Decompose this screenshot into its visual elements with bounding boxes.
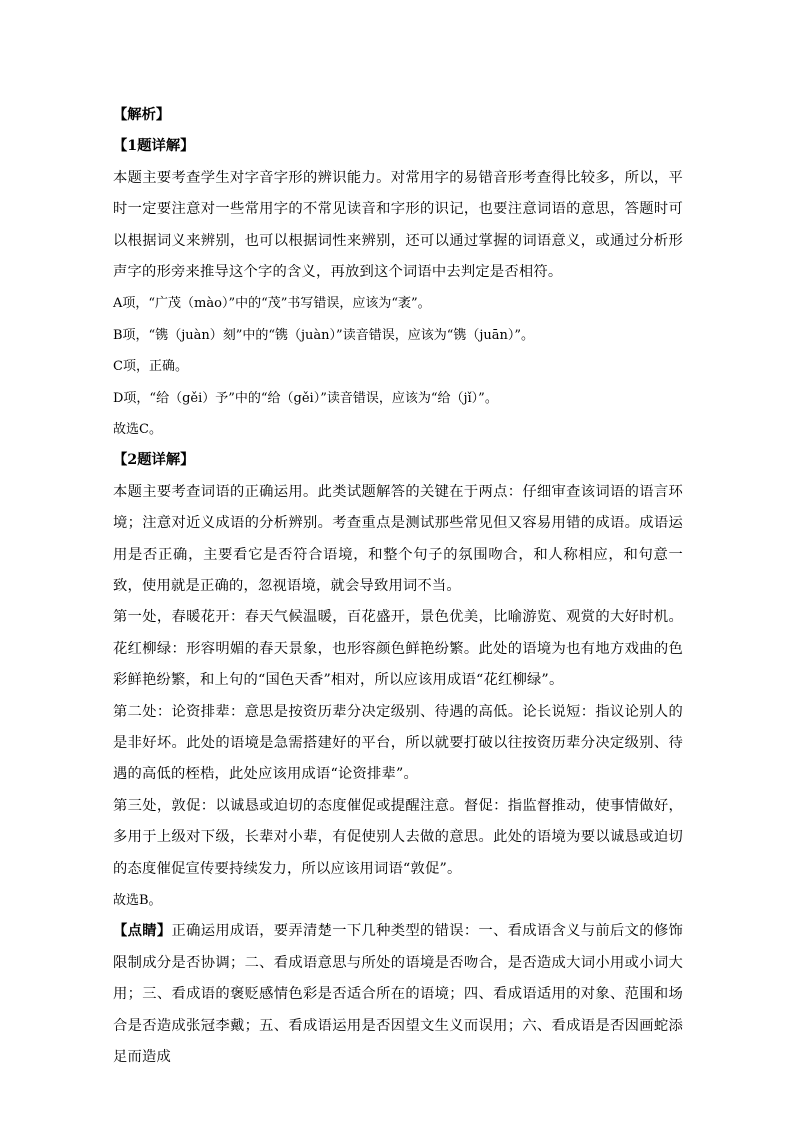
q1-intro-paragraph: 本题主要考查学生对字音字形的辨识能力。对常用字的易错音形考查得比较多，所以，平时一定要注意对一些常用字的不常见读音和字形的识记，也要注意词语的意思，答题时可以根据词义来辨别，也可以根据词性来辨别，还可以通过掌握的词语意义，或通过分析形声字的形旁来推导这个字的含义，再放到这个词语中去判定是否相符。 (113, 169, 683, 280)
analysis-content (113, 100, 683, 1073)
tip-label: 【点睛】 (113, 923, 172, 940)
tip-text: 正确运用成语，要弄清楚一下几种类型的错误：一、看成语含义与前后文的修饰限制成分是否协调；二、看成语意思与所处的语境是否吻合，是否造成大词小用或小词大用；三、看成语的褒贬感情色彩是否适合所在的语境；四、看成语适用的对象、范围和场合是否造成张冠李戴；五、看成语运用是否因望文生义而误用；六、看成语是否因画蛇添足而造成 (113, 923, 683, 1066)
q1-option-a: A项，“广茂（mào）”中的“茂”书写错误，应该为“袤”。 (113, 296, 431, 312)
q2-intro-paragraph: 本题主要考查词语的正确运用。此类试题解答的关键在于两点：仔细审查该词语的语言环境；注意对近义成语的分析辨别。考查重点是测试那些常见但又容易用错的成语。成语运用是否正确，主要看它是否符合语境，和整个句子的氛围吻合，和人称相应，和句意一致，使用就是正确的，忽视语境，就会导致用词不当。 (113, 483, 683, 594)
q2-point-2: 第二处：论资排辈：意思是按资历辈分决定级别、待遇的高低。论长说短：指议论别人的是非好坏。此处的语境是急需搭建好的平台，所以就要打破以往按资历辈分决定级别、待遇的高低的桎梏，此处应该用成语“论资排辈”。 (113, 703, 683, 783)
q2-heading: 【2题详解】 (113, 452, 195, 469)
tip-paragraph (113, 916, 683, 1073)
q1-option-c: C项，正确。 (113, 359, 188, 375)
q1-option-d: D项，“给（gěi）予”中的“给（gěi）”读音错误，应该为“给（jǐ）”。 (113, 390, 498, 406)
q2-point-1: 第一处，春暖花开：春天气候温暖，百花盛开，景色优美，比喻游览、观赏的大好时机。花红柳绿：形容明媚的春天景象，也形容颜色鲜艳纷繁。此处的语境为也有地方戏曲的色彩鲜艳纷繁，和上句的“国色天香”相对，所以应该用成语“花红柳绿”。 (113, 609, 683, 689)
q1-answer: 故选C。 (113, 421, 162, 437)
q2-point-3: 第三处，敦促：以诚恳或迫切的态度催促或提醒注意。督促：指监督推动，使事情做好，多用于上级对下级，长辈对小辈，有促使别人去做的意思。此处的语境为要以诚恳或迫切的态度催促宣传要持续发力，所以应该用词语“敦促”。 (113, 797, 683, 877)
q1-option-b: B项，“镌（juàn）刻”中的“镌（juàn）”读音错误，应该为“镌（juān）”。 (113, 327, 535, 343)
q2-answer: 故选B。 (113, 893, 162, 909)
analysis-heading: 【解析】 (113, 107, 171, 123)
q1-heading: 【1题详解】 (113, 138, 195, 155)
